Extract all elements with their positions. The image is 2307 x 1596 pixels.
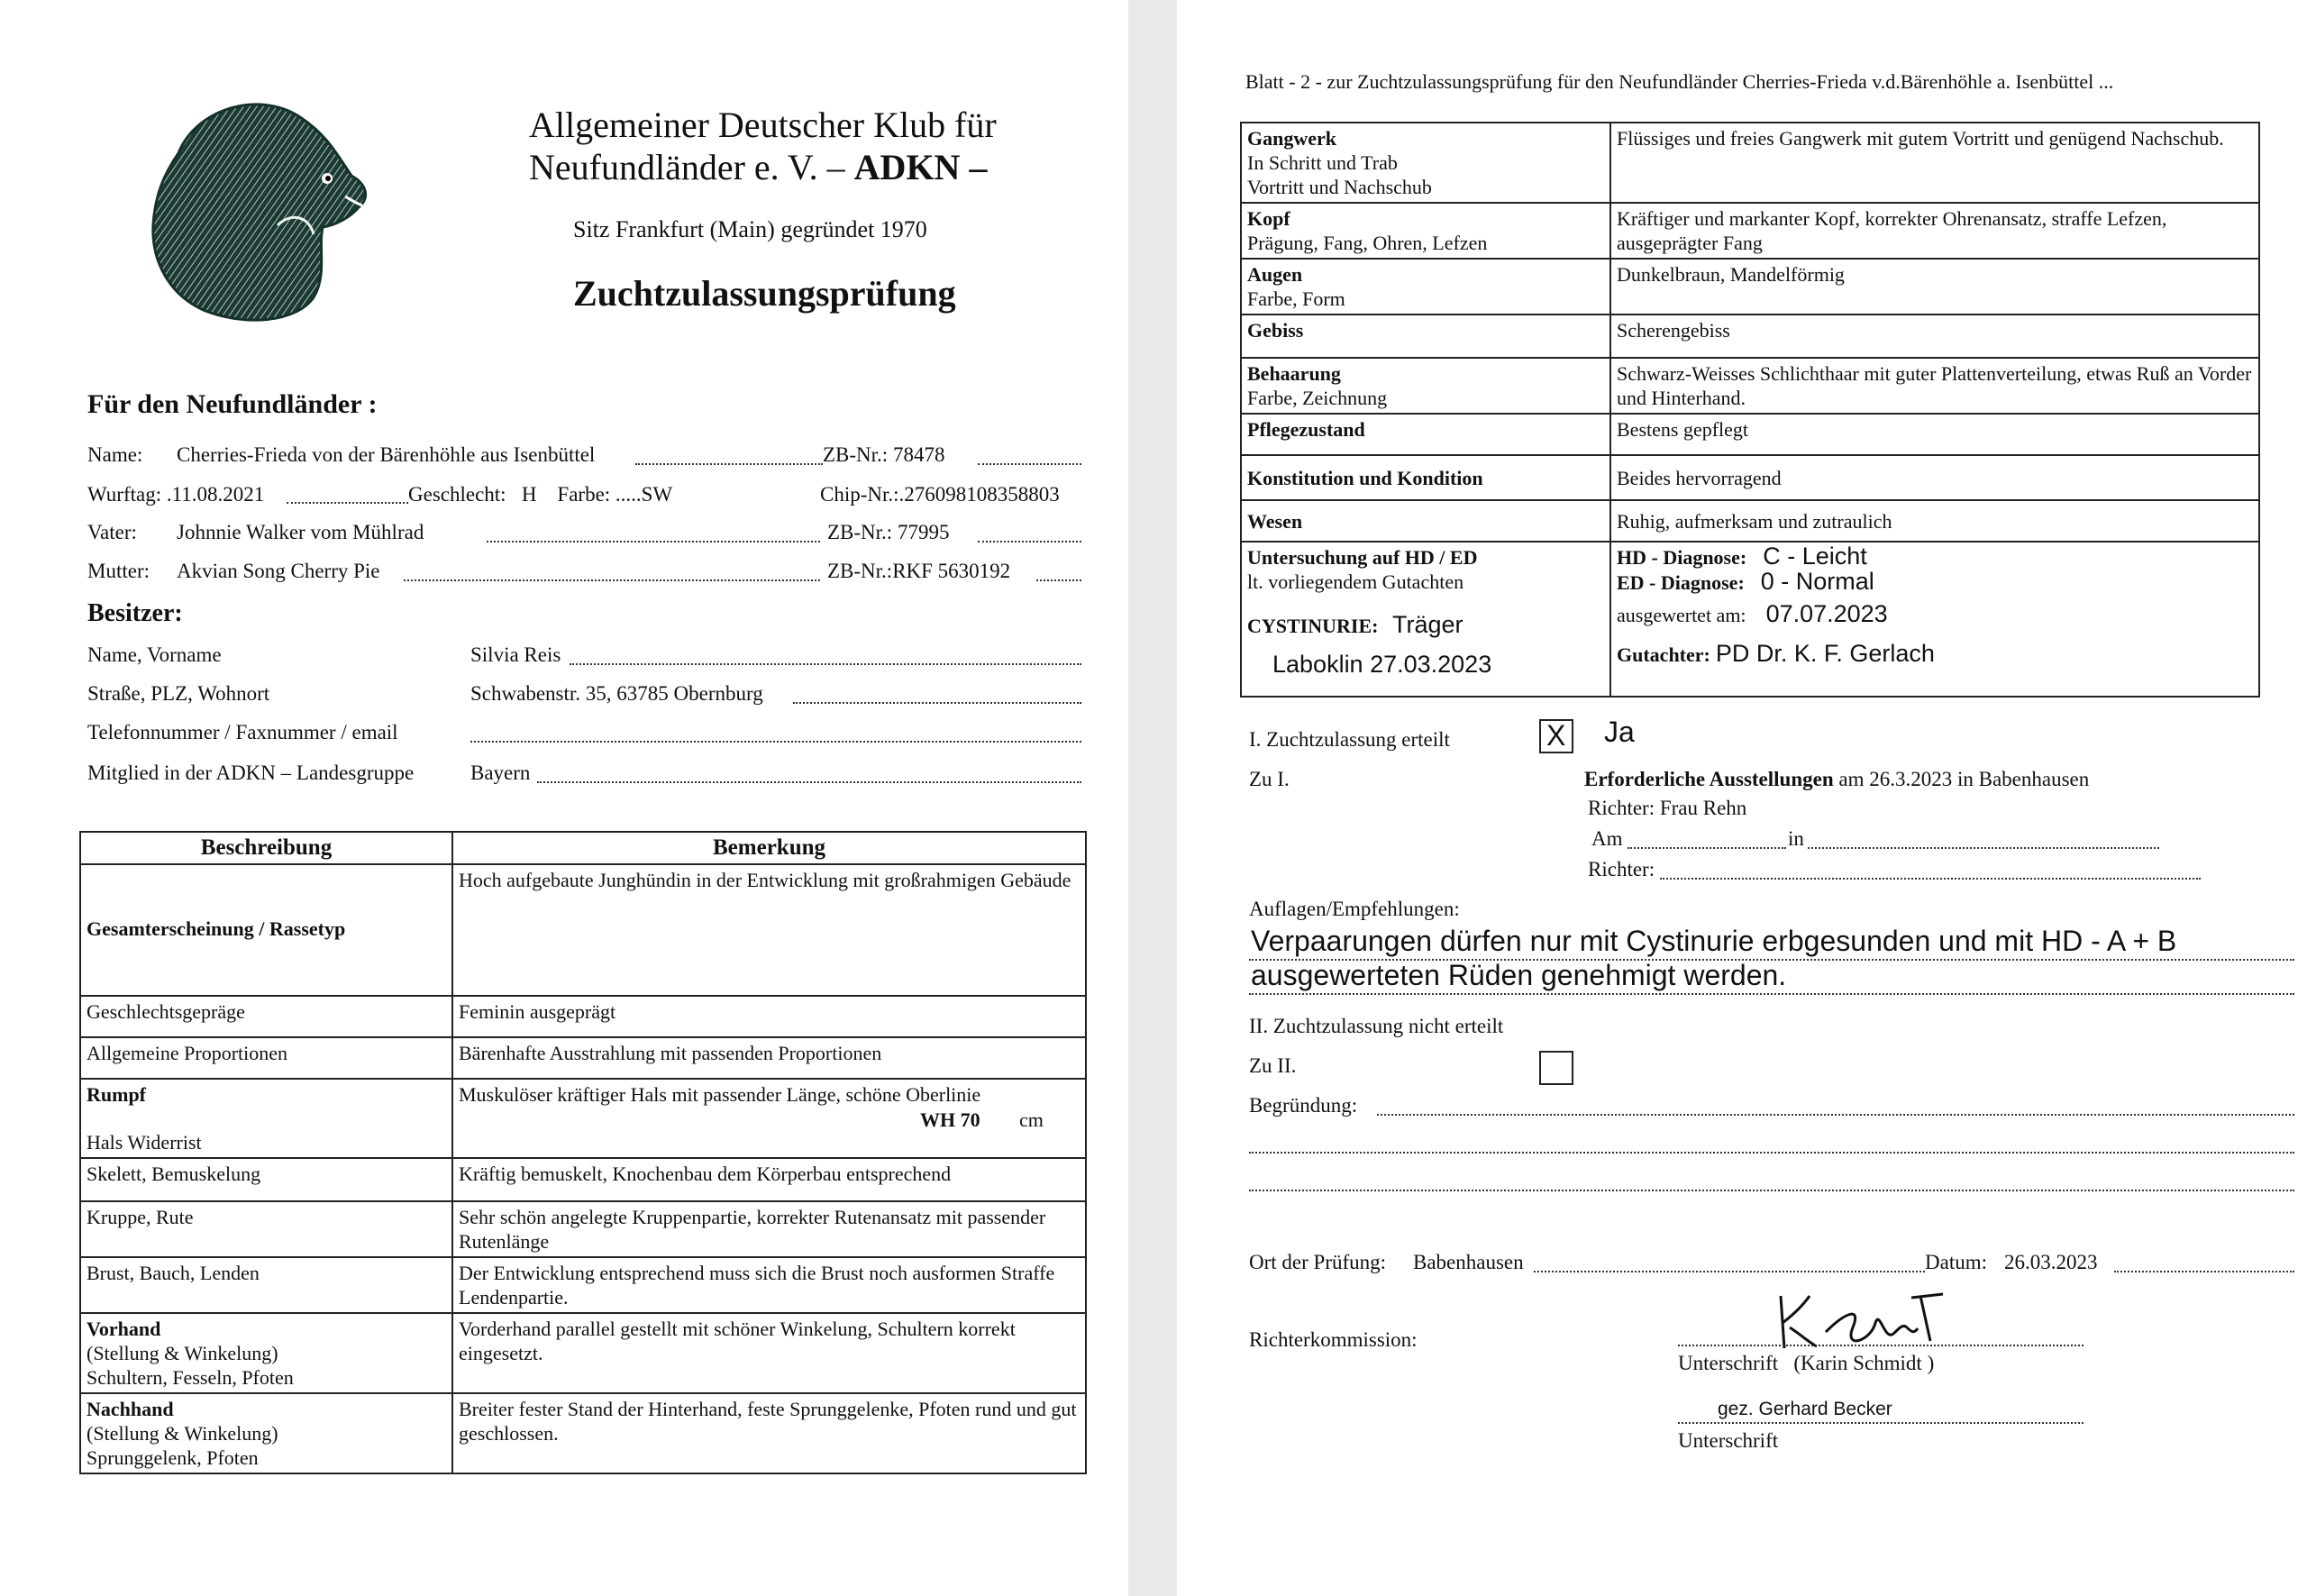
table-row-remark: Breiter fester Stand der Hinterhand, feste Sprunggelenke, Pfoten rund und gut geschlossen. (452, 1393, 1086, 1473)
approval-granted-checkbox[interactable] (1539, 719, 1573, 753)
signature-karin-schmidt-icon (1754, 1278, 1961, 1352)
signature-1-label: Unterschrift (Karin Schmidt ) (1678, 1352, 1935, 1374)
hd-ed-result-cell: HD - Diagnose: C - Leicht ED - Diagnose: 0 - Normal ausgewertet am: 07.07.2023 Gutachter: PD Dr. K. F. Gerlach (1610, 542, 2259, 697)
mother-value: Akvian Song Cherry Pie (177, 560, 380, 582)
hd-diagnosis-value: C - Leicht (1763, 543, 1867, 570)
owner-name-label: Name, Vorname (87, 643, 222, 666)
dog-name-value: Cherries-Frieda von der Bärenhöhle aus Isenbüttel (177, 443, 596, 466)
table-row-label: Augen Farbe, Form (1241, 259, 1610, 315)
table-row-label: Gangwerk In Schritt und Trab Vortritt und Nachschub (1241, 123, 1610, 203)
evaluation-table (1240, 122, 2260, 698)
organization-seat: Sitz Frankfurt (Main) gegründet 1970 (573, 216, 927, 242)
commission-label: Richterkommission: (1249, 1328, 1418, 1351)
expert-name: PD Dr. K. F. Gerlach (1715, 640, 1935, 667)
father-value: Johnnie Walker vom Mühlrad (177, 521, 424, 543)
father-label: Vater: (87, 521, 137, 543)
cystinurie-label: CYSTINURIE: (1247, 615, 1379, 637)
cystinurie-value: Träger (1391, 611, 1464, 638)
section-owner-heading: Besitzer: (87, 599, 183, 627)
table-row-remark: Hoch aufgebaute Junghündin in der Entwicklung mit großrahmigen Gebäude (452, 864, 1086, 996)
organization-name-line1: Allgemeiner Deutscher Klub für (529, 105, 997, 145)
signature-2-label: Unterschrift (1678, 1429, 1779, 1452)
exam-date-label: Datum: (1925, 1251, 1987, 1273)
table-row-remark: Schwarz-Weisses Schlichthaar mit guter Plattenverteilung, etwas Ruß an Vorder und Hinterhand. (1610, 358, 2259, 414)
table-row-remark: Bestens gepflegt (1610, 414, 2259, 455)
exam-place-label: Ort der Prüfung: (1249, 1251, 1387, 1273)
table-row-label: Wesen (1241, 500, 1610, 542)
section-dog-heading: Für den Neufundländer : (87, 389, 378, 419)
table-row-remark: Muskulöser kräftiger Hals mit passender Länge, schöne Oberlinie WH 70 cm (452, 1079, 1086, 1158)
page-left (0, 0, 1128, 1596)
approval-not-granted-label: II. Zuchtzulassung nicht erteilt (1249, 1015, 1504, 1037)
description-table (79, 831, 1087, 1474)
approval-not-granted-checkbox[interactable] (1539, 1051, 1573, 1085)
conditions-line-2: ausgewerteten Rüden genehmigt werden. (1251, 959, 1787, 991)
zu2-label: Zu II. (1249, 1054, 1297, 1077)
newfoundland-dog-logo-icon (142, 90, 377, 329)
table-row-label: Allgemeine Proportionen (80, 1037, 452, 1079)
conditions-line-1: Verpaarungen dürfen nur mit Cystinurie erbgesunden und mit HD - A + B (1251, 925, 2177, 957)
conditions-label: Auflagen/Empfehlungen: (1249, 898, 1460, 920)
exam-place-value: Babenhausen (1413, 1251, 1524, 1273)
owner-phone-label: Telefonnummer / Faxnummer / email (87, 721, 398, 743)
dog-name-label: Name: (87, 443, 143, 466)
signature-2-text: gez. Gerhard Becker (1718, 1399, 1892, 1419)
table-row-remark: Vorderhand parallel gestellt mit schöner Winkelung, Schultern korrekt eingesetzt. (452, 1313, 1086, 1393)
approval-granted-label: I. Zuchtzulassung erteilt (1249, 728, 1450, 751)
father-zb-number: ZB-Nr.: 77995 (827, 521, 950, 543)
table-header-bemerkung: Bemerkung (452, 832, 1086, 864)
dog-geschlecht-farbe: Geschlecht: H Farbe: .....SW (408, 483, 673, 506)
organization-acronym: ADKN – (853, 147, 988, 187)
judge-2-label: Richter: (1588, 858, 1655, 880)
mother-label: Mutter: (87, 560, 150, 582)
reason-label: Begründung: (1249, 1094, 1358, 1117)
evaluation-date: 07.07.2023 (1765, 600, 1888, 627)
ed-diagnosis-value: 0 - Normal (1760, 568, 1874, 595)
table-row-remark: Der Entwicklung entsprechend muss sich die Brust noch ausformen Straffe Lendenpartie. (452, 1257, 1086, 1313)
table-header-beschreibung: Beschreibung (80, 832, 452, 864)
table-row-remark: Flüssiges und freies Gangwerk mit gutem Vortritt und genügend Nachschub. (1610, 123, 2259, 203)
wither-height: WH 70 (920, 1108, 980, 1131)
table-row-remark: Sehr schön angelegte Kruppenpartie, korrekter Rutenansatz mit passender Rutenlänge (452, 1201, 1086, 1257)
table-row-label: Nachhand (Stellung & Winkelung) Sprunggelenk, Pfoten (80, 1393, 452, 1473)
mother-zb-number: ZB-Nr.:RKF 5630192 (827, 560, 1011, 582)
table-row-remark: Feminin ausgeprägt (452, 996, 1086, 1037)
exam-date-value: 26.03.2023 (2004, 1251, 2098, 1273)
table-row-label: Konstitution und Kondition (1241, 455, 1610, 500)
approval-granted-value: Ja (1604, 716, 1635, 748)
page-right (1177, 0, 2307, 1596)
sheet-header: Blatt - 2 - zur Zuchtzulassungsprüfung für den Neufundländer Cherries-Frieda v.d.Bärenhöhle a. Isenbüttel ... (1245, 70, 2114, 93)
table-row-label: Vorhand (Stellung & Winkelung) Schultern, Fesseln, Pfoten (80, 1313, 452, 1393)
table-row-remark: Scherengebiss (1610, 315, 2259, 358)
wither-height-unit: cm (1019, 1108, 1044, 1131)
table-row-remark: Dunkelbraun, Mandelförmig (1610, 259, 2259, 315)
owner-street-value: Schwabenstr. 35, 63785 Obernburg (470, 682, 763, 705)
exhibition-in-label: in (1788, 827, 1804, 850)
organization-name-line2 (529, 146, 987, 188)
table-row-label: Kopf Prägung, Fang, Ohren, Lefzen (1241, 203, 1610, 259)
table-row-label: Behaarung Farbe, Zeichnung (1241, 358, 1610, 414)
table-row-label: Skelett, Bemuskelung (80, 1158, 452, 1201)
table-row-remark: Beides hervorragend (1610, 455, 2259, 500)
table-row-label: Gesamterscheinung / Rassetyp (80, 864, 452, 996)
organization-name-part: Neufundländer e. V. – (529, 147, 854, 187)
check-mark-icon: X (1546, 719, 1566, 752)
laboklin-date: Laboklin 27.03.2023 (1272, 651, 1492, 678)
owner-member-value: Bayern (470, 762, 531, 784)
zu1-label: Zu I. (1249, 768, 1290, 790)
owner-name-value: Silvia Reis (470, 643, 561, 666)
table-row-label: Brust, Bauch, Lenden (80, 1257, 452, 1313)
owner-street-label: Straße, PLZ, Wohnort (87, 682, 270, 705)
table-row-remark: Ruhig, aufmerksam und zutraulich (1610, 500, 2259, 542)
table-row-label: Pflegezustand (1241, 414, 1610, 455)
table-row-remark: Kräftiger und markanter Kopf, korrekter Ohrenansatz, straffe Lefzen, ausgeprägter Fang (1610, 203, 2259, 259)
table-row-remark: Bärenhafte Ausstrahlung mit passenden Proportionen (452, 1037, 1086, 1079)
judge-1: Richter: Frau Rehn (1588, 797, 1747, 819)
table-row-label: Rumpf Hals Widerrist (80, 1079, 452, 1158)
exhibitions-line: Erforderliche Ausstellungen am 26.3.2023 in Babenhausen (1584, 768, 2090, 790)
hd-ed-label-cell: Untersuchung auf HD / ED lt. vorliegendem Gutachten CYSTINURIE: Träger Laboklin 27.03.2023 (1241, 542, 1610, 697)
table-row-label: Geschlechtsgepräge (80, 996, 452, 1037)
table-row-label: Gebiss (1241, 315, 1610, 358)
owner-member-label: Mitglied in der ADKN – Landesgruppe (87, 762, 415, 784)
dog-wurftag: Wurftag: .11.08.2021 (87, 483, 265, 506)
exhibition-am-label: Am (1591, 827, 1623, 850)
document-title: Zuchtzulassungsprüfung (573, 273, 956, 314)
table-row-remark: Kräftig bemuskelt, Knochenbau dem Körperbau entsprechend (452, 1158, 1086, 1201)
dog-zb-number: ZB-Nr.: 78478 (823, 443, 945, 466)
dog-chip-number: Chip-Nr.:.276098108358803 (820, 483, 1060, 506)
table-row-label: Kruppe, Rute (80, 1201, 452, 1257)
